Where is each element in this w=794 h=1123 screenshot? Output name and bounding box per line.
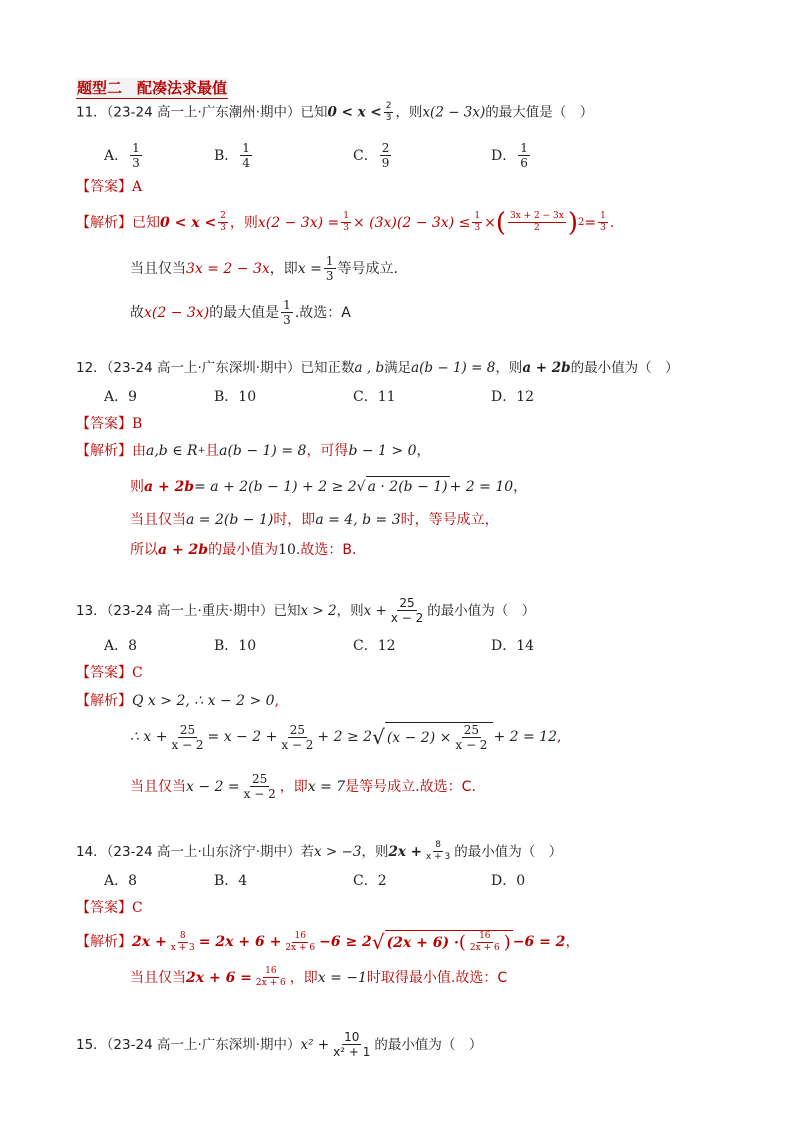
question-12-analysis-line-4: 所以 a + 2b 的最小值为 10 .故选：B. [130,542,357,558]
question-11-option-d: D． $\frac{1}{6}$ [491,141,528,170]
question-12-analysis-line-1: 【解析】 由 a,b ∈ R + 且 a(b − 1) = 8 ，可得 b − 1 > 0 ， [76,443,431,459]
question-14-option-c: C． 2 [353,873,387,889]
question-14-analysis-line-1: 【解析】 2x + $\frac{8}{x + 3}$ = 2x + 6 + $\frac{16}{2x + 6}$ −6 ≥ 2 √ (2x + 6) · ( $\frac{16}{2x + 6}$ ) −6 = 2 ， [76,930,580,954]
question-13-analysis-line-3: 当且仅当 x − 2 = $\frac{25}{x - 2}$ ，即 x = 7 是等号成立.故选：C. [130,772,476,801]
question-13-analysis-line-2: ∴ x + $\frac{25}{x - 2}$ = x − 2 + $\frac{25}{x - 2}$ + 2 ≥ 2 √ (x − 2) × $\frac{25}{x - 2}$ + 2 = 12 , [130,722,562,752]
question-11-answer: 【答案】A [76,179,143,195]
question-12-analysis-line-3: 当且仅当 a = 2(b − 1) 时，即 a = 4, b = 3 时，等号成立， [130,512,499,528]
question-13-analysis-line-1: 【解析】 Q x > 2, ∴ x − 2 > 0 , [76,693,280,709]
question-12-option-b: B． 10 [214,389,257,405]
question-11-analysis-line-2: 当且仅当 3x = 2 − 3x ，即 x = $\frac{1}{3}$ 等号成立. [130,254,398,283]
question-11-analysis-line-1: 【解析】 已知 0 < x < $\frac{2}{3}$ ，则 x(2 − 3x) = $\frac{1}{3}$ × (3x)(2 − 3x) ≤ $\frac{1}{3}$ × ( $\frac{3x + 2 - 3x}{2}$ ) 2 = $\frac{1}{3}$ . [76,207,615,238]
question-13-answer: 【答案】C [76,665,143,681]
question-13-option-a: A． 8 [104,638,138,654]
question-12-stem: 12．（23-24 高一上·广东深圳·期中）已知正数a , b满足a(b − 1) = 8，则a + 2b的最小值为（ ） [76,360,679,376]
question-11-option-b: B． $\frac{1}{4}$ [214,141,250,170]
question-13-option-b: B． 10 [214,638,257,654]
question-14-stem: 14．（23-24 高一上·山东济宁·期中）若 x > −3 ，则 2x + $\frac{8}{x + 3}$ 的最小值为（ ） [76,840,563,862]
question-13-option-c: C． 12 [353,638,396,654]
question-15-stem: 15．（23-24 高一上·广东深圳·期中） x² + $\frac{10}{\text{x² + 1}}$ 的最小值为（ ） [76,1030,483,1059]
question-13-option-d: D． 14 [491,638,535,654]
question-11-option-a: A． $\frac{1}{3}$ [104,141,140,170]
question-11-option-c: C． $\frac{2}{9}$ [353,141,390,170]
question-12-option-d: D． 12 [491,389,535,405]
question-11-analysis-line-3: 故 x(2 − 3x) 的最大值是 $\frac{1}{3}$ .故选：A [130,298,351,327]
question-14-analysis-line-2: 当且仅当 2x + 6 = $\frac{16}{2x + 6}$ ，即 x = −1 时取得最小值.故选：C [130,966,508,988]
question-11-stem: 11．（23-24 高一上·广东潮州·期中）已知0 < x < $\frac{2}{3}$ ，则x(2 − 3x)的最大值是（ ） [76,101,594,123]
question-13-stem: 13．（23-24 高一上·重庆·期中）已知 x > 2 ，则 x + $\frac{25}{x - 2}$ 的最小值为（ ） [76,596,536,625]
question-12-option-a: A． 9 [104,389,138,405]
question-14-option-a: A． 8 [104,873,138,889]
question-14-option-d: D． 0 [491,873,526,889]
question-12-option-c: C． 11 [353,389,396,405]
question-12-answer: 【答案】B [76,416,143,432]
question-14-answer: 【答案】C [76,900,143,916]
question-14-option-b: B． 4 [214,873,248,889]
question-12-analysis-line-2: 则 a + 2b = a + 2(b − 1) + 2 ≥ 2 √ a · 2(b − 1) + 2 = 10 ， [130,476,527,497]
section-heading: 题型二 配凑法求最值 [77,79,228,97]
